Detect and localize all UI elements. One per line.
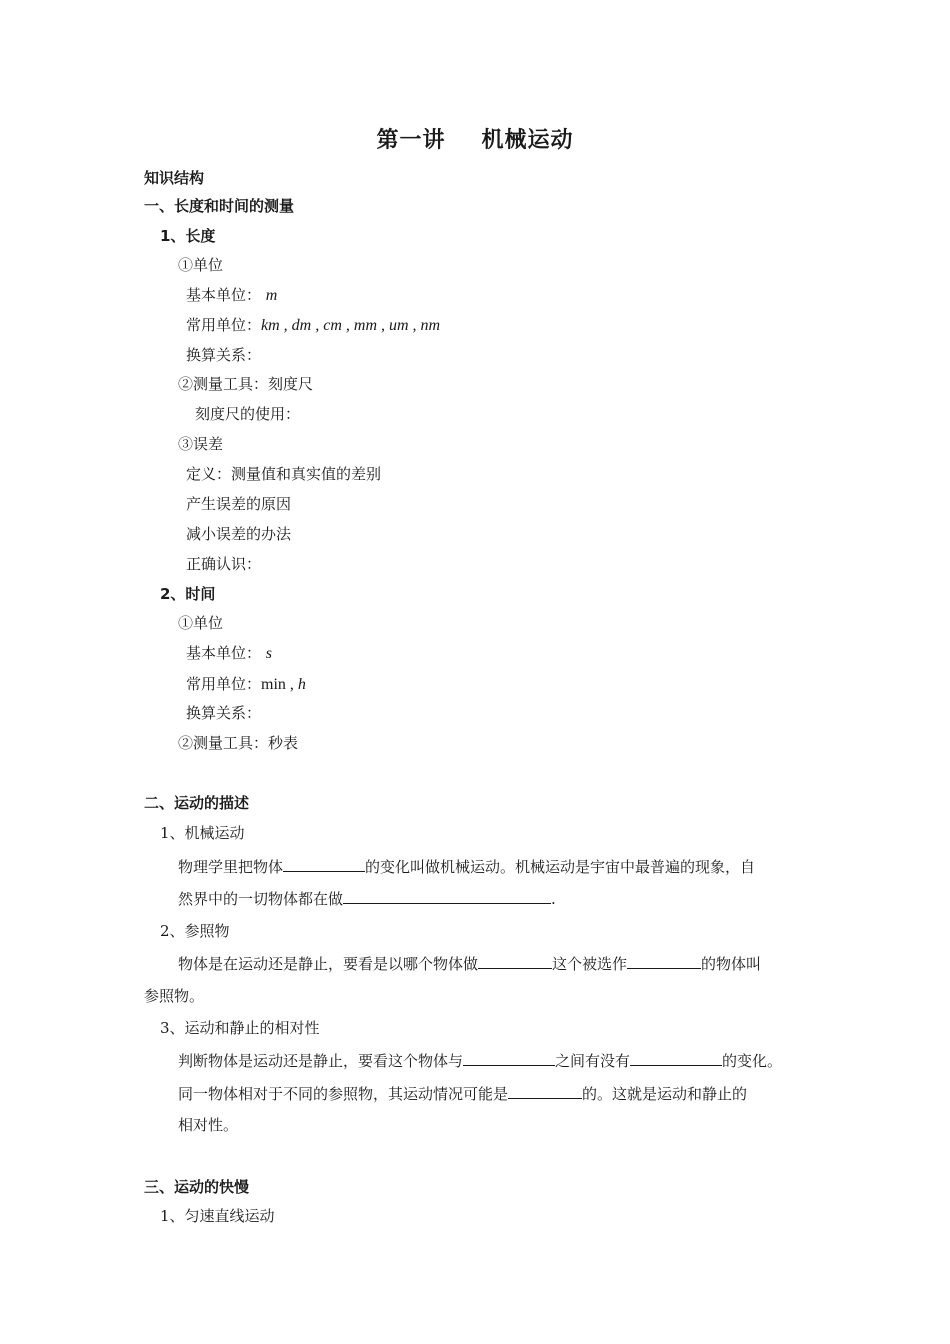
rel-line3: 相对性。 [178, 1116, 239, 1134]
section1-heading: 一、长度和时间的测量 [144, 197, 295, 215]
ref-line1-a: 物体是在运动还是静止，要看是以哪个物体做 [178, 955, 479, 973]
fill-blank[interactable] [478, 953, 552, 969]
length-conversion: 换算关系： [186, 346, 262, 364]
length-heading: 1、长度 [160, 227, 216, 245]
fill-blank[interactable] [463, 1050, 555, 1066]
fill-blank[interactable] [343, 888, 551, 904]
length-common-unit [186, 315, 440, 336]
error-definition: 定义：测量值和真实值的差别 [186, 465, 382, 483]
error-cause: 产生误差的原因 [186, 495, 292, 513]
time-common-unit-sep: , [285, 676, 298, 693]
ref-line1-b: 这个被选作 [552, 955, 628, 973]
section2-heading: 二、运动的描述 [144, 794, 250, 812]
knowledge-structure-heading: 知识结构 [144, 169, 205, 187]
fill-blank[interactable] [508, 1083, 582, 1099]
length-basic-unit-value: m [265, 287, 278, 304]
time-tool: ②测量工具：秒表 [178, 734, 299, 752]
fill-blank[interactable] [627, 953, 701, 969]
ruler-use: 刻度尺的使用： [195, 405, 301, 423]
page-title [0, 126, 950, 156]
time-basic-unit-value: s [265, 645, 273, 662]
error-correct: 正确认识： [186, 555, 262, 573]
mech-line1-a: 物理学里把物体 [178, 858, 284, 876]
ref-heading: 2、参照物 [160, 922, 230, 940]
title-part2: 机械运动 [481, 128, 574, 153]
rel-line1-c: 的变化。 [722, 1052, 783, 1070]
length-tool: ②测量工具：刻度尺 [178, 375, 314, 393]
rel-line1-a: 判断物体是运动还是静止，要看这个物体与 [178, 1052, 464, 1070]
time-heading: 2、时间 [160, 585, 216, 603]
uniform-heading: 1、匀速直线运动 [160, 1207, 275, 1225]
rel-line1-b: 之间有没有 [555, 1052, 631, 1070]
time-common-unit [186, 674, 306, 695]
time-basic-unit [186, 643, 272, 664]
title-part1: 第一讲 [376, 128, 446, 153]
time-basic-unit-label: 基本单位： [186, 644, 262, 662]
length-common-unit-label: 常用单位： [186, 316, 262, 334]
time-common-unit-min: min [261, 676, 286, 693]
rel-line2-b: 的。这就是运动和静止的 [582, 1085, 748, 1103]
rel-line1 [178, 1050, 782, 1071]
length-basic-unit-label: 基本单位： [186, 286, 262, 304]
rel-line2 [178, 1083, 747, 1104]
length-common-unit-value: km , dm , cm , mm , um , nm [261, 317, 441, 334]
ref-line2: 参照物。 [144, 987, 205, 1005]
length-unit: ①单位 [178, 256, 224, 274]
mech-line1-b: 的变化叫做机械运动。机械运动是宇宙中最普遍的现象，自 [365, 858, 756, 876]
rel-heading: 3、运动和静止的相对性 [160, 1019, 320, 1037]
time-unit: ①单位 [178, 614, 224, 632]
mech-line2-a: 然界中的一切物体都在做 [178, 890, 344, 908]
time-common-unit-h: h [297, 676, 306, 693]
error-reduce: 减小误差的办法 [186, 525, 292, 543]
fill-blank[interactable] [630, 1050, 722, 1066]
mech-line2 [178, 888, 556, 909]
mech-line1 [178, 856, 755, 877]
ref-line1 [178, 953, 761, 974]
time-conversion: 换算关系： [186, 704, 262, 722]
section3-heading: 三、运动的快慢 [144, 1178, 250, 1196]
rel-line2-a: 同一物体相对于不同的参照物，其运动情况可能是 [178, 1085, 509, 1103]
error-heading: ③误差 [178, 435, 224, 453]
length-basic-unit [186, 285, 277, 306]
mech-heading: 1、机械运动 [160, 824, 245, 842]
mech-line2-b: . [551, 890, 556, 908]
ref-line1-c: 的物体叫 [701, 955, 762, 973]
fill-blank[interactable] [283, 856, 365, 872]
time-common-unit-label: 常用单位： [186, 675, 262, 693]
